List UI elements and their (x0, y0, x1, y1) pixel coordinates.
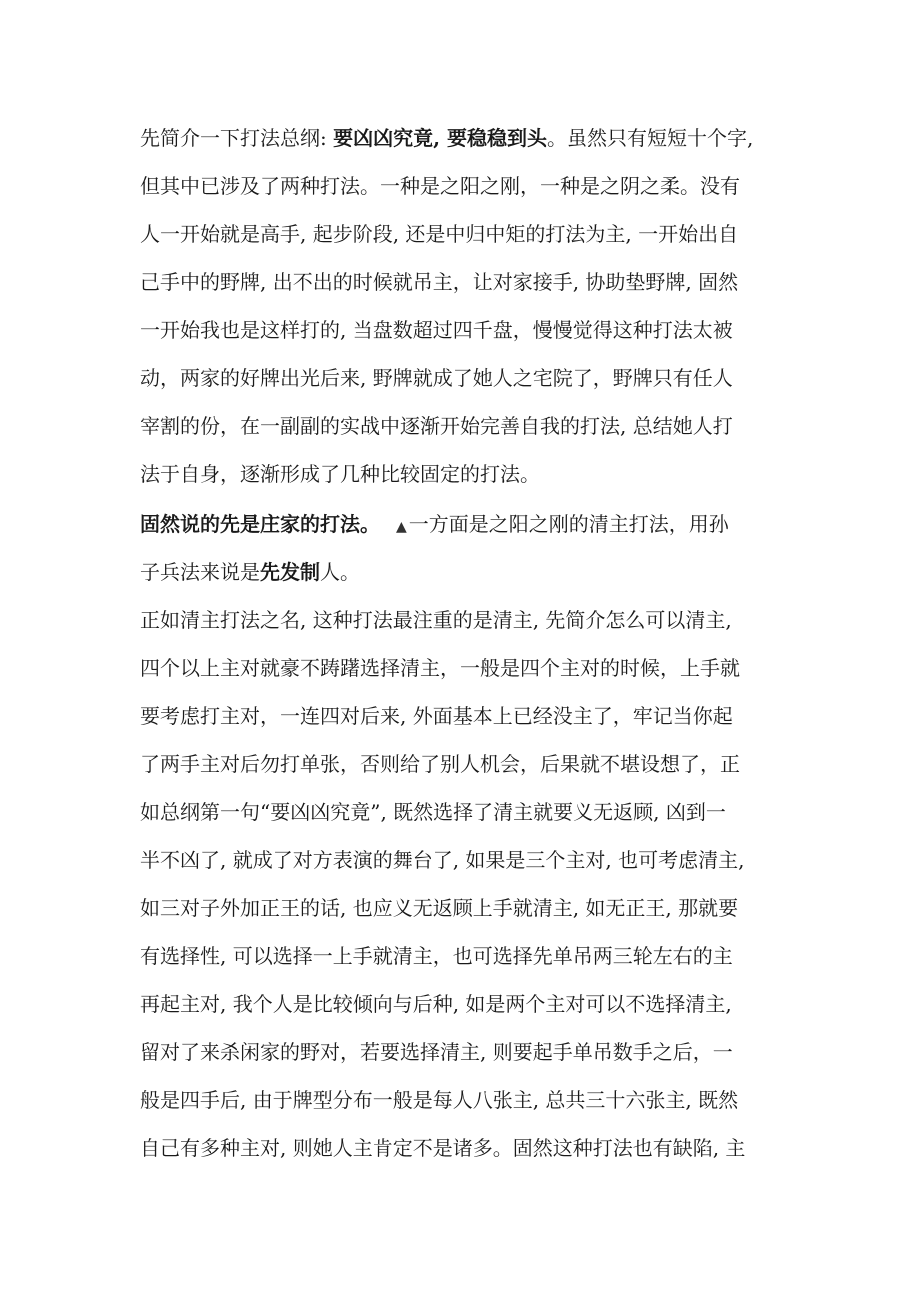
text-line: 留对了来杀闲家的野对，若要选择清主, 则要起手单吊数手之后，一 (140, 1040, 733, 1064)
text-line (140, 500, 800, 548)
text-line: 般是四手后, 由于牌型分布一般是每人八张主, 总共三十六张主, 既然 (140, 1088, 739, 1112)
text-line: 自己有多种主对, 则她人主肯定不是诸多。固然这种打法也有缺陷, 主 (140, 1136, 746, 1160)
text-line: 如总纲第一句“要凶凶究竟”, 既然选择了清主就要义无返顾, 凶到一 (140, 800, 726, 824)
bold-heading: 固然说的先是庄家的打法。 (140, 512, 380, 536)
text-run: 一方面是之阳之刚的清主打法，用孙 (408, 512, 729, 536)
bold-motto: 要凶凶究竟, 要稳稳到头 (333, 126, 548, 150)
text-run: 子兵法来说是 (140, 560, 260, 584)
text-line: 一开始我也是这样打的, 当盘数超过四千盘，慢慢觉得这种打法太被 (140, 318, 733, 342)
text-line: 宰割的份，在一副副的实战中逐渐开始完善自我的打法, 总结她人打 (140, 414, 733, 438)
text-line: 动，两家的好牌出光后来, 野牌就成了她人之宅院了，野牌只有任人 (140, 366, 733, 390)
text-line: 半不凶了, 就成了对方表演的舞台了, 如果是三个主对, 也可考虑清主, (140, 848, 745, 872)
paragraph-overview (140, 114, 800, 498)
text-line: 有选择性, 可以选择一上手就清主，也可选择先单吊两三轮左右的主 (140, 944, 733, 968)
text-run: 人。 (320, 560, 360, 584)
bold-phrase: 先发制 (260, 560, 320, 584)
paragraph-dealer (140, 500, 800, 596)
text-line: 如三对子外加正王的话, 也应义无返顾上手就清主, 如无正王, 那就要 (140, 896, 739, 920)
text-line: 己手中的野牌, 出不出的时候就吊主，让对家接手, 协助垫野牌, 固然 (140, 270, 739, 294)
text-line (140, 548, 800, 596)
text-line: 要考虑打主对，一连四对后来, 外面基本上已经没主了，牢记当你起 (140, 704, 733, 728)
text-line: 法于自身，逐渐形成了几种比较固定的打法。 (140, 462, 540, 486)
text-run: 。虽然只有短短十个字, (547, 126, 754, 150)
text-line: 四个以上主对就豪不踌躇选择清主，一般是四个主对的时候，上手就 (140, 656, 740, 680)
paragraph-clear-trump (140, 596, 800, 1172)
text-line: 正如清主打法之名, 这种打法最注重的是清主, 先简介怎么可以清主, (140, 608, 732, 632)
text-line (140, 114, 800, 162)
text-line: 再起主对, 我个人是比较倾向与后种, 如是两个主对可以不选择清主, (140, 992, 732, 1016)
triangle-mark-icon: ▲ (396, 519, 407, 535)
text-line: 但其中已涉及了两种打法。一种是之阳之刚，一种是之阴之柔。没有 (140, 174, 740, 198)
text-line: 人一开始就是高手, 起步阶段, 还是中归中矩的打法为主, 一开始出自 (140, 222, 739, 246)
text-line: 了两手主对后勿打单张，否则给了别人机会，后果就不堪设想了，正 (140, 752, 740, 776)
text-run: 先简介一下打法总纲: (140, 126, 334, 150)
